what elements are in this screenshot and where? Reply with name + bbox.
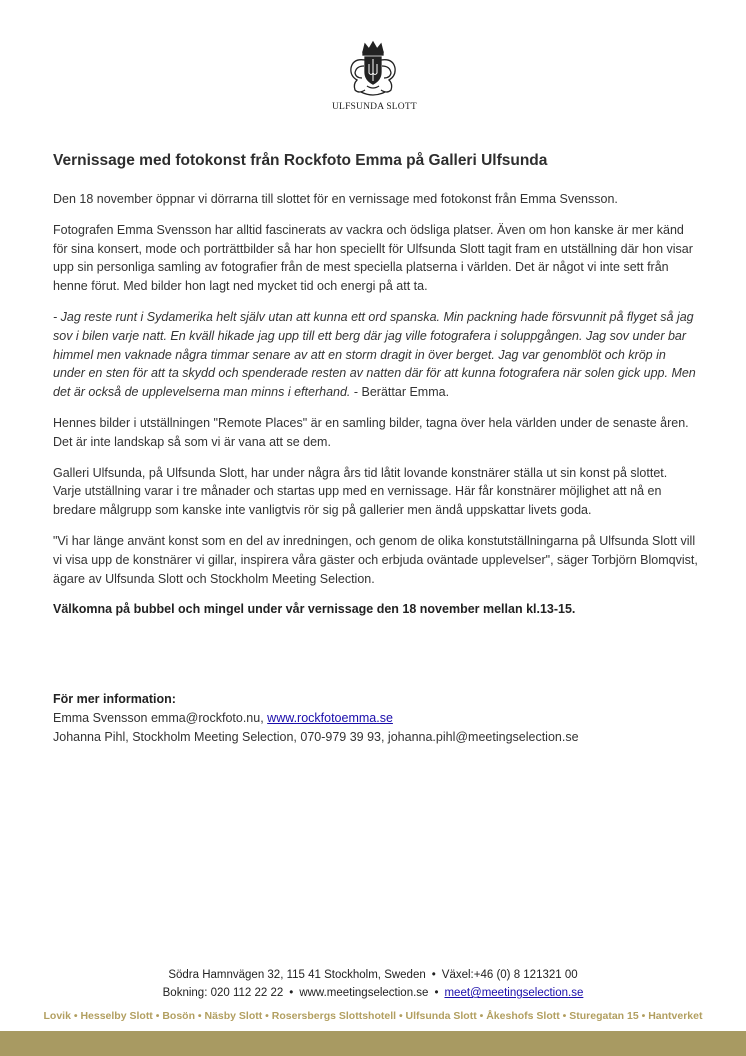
contact-emma: [53, 709, 698, 728]
footer-line-2: [0, 984, 746, 1002]
article: [53, 150, 698, 631]
footer-separator: •: [434, 987, 439, 999]
footer-address: Södra Hamnvägen 32, 115 41 Stockholm, Sweden: [168, 969, 426, 981]
contact-johanna: Johanna Pihl, Stockholm Meeting Selection, 070-979 39 93, johanna.pihl@meetingselection.se: [53, 729, 579, 744]
paragraph-gallery: Galleri Ulfsunda, på Ulfsunda Slott, har under några års tid låtit lovande konstnärer ställa ut sin konst på slottet. Varje utställning varar i tre månader och startas upp med en vernissage. Här får konstnärer möjlighet att nå en bredare målgrupp som kanske inte vanligtvis rör sig på gallerier men ändå uppskattar livets goda.: [53, 465, 668, 518]
footer-separator: •: [431, 969, 436, 981]
footer-separator: •: [289, 987, 294, 999]
invitation: Välkomna på bubbel och mingel under vår vernissage den 18 november mellan kl.13-15.: [53, 602, 576, 617]
paragraph-photographer: Fotografen Emma Svensson har alltid fascinerats av vackra och ödsliga platser. Även om hon kanske är mer känd för sina konsert, mode och porträttbilder så har hon speciellt för Ulfsunda Slott tagit fram en utställning där hon visar upp sin personliga samling av fotografier från de mest speciella platserna i världen. Det är något vi inte sett från henne förut. Med bilder hon lagt ned mycket tid och energi på att ta.: [53, 222, 693, 294]
rockfotoemma-link[interactable]: www.rockfotoemma.se: [267, 710, 393, 725]
paragraph-quote: [53, 308, 698, 402]
footer-website: www.meetingselection.se: [299, 987, 429, 999]
quote-attribution: - Berättar Emma.: [350, 385, 450, 400]
article-title: Vernissage med fotokonst från Rockfoto Emma på Galleri Ulfsunda: [53, 152, 548, 169]
footer-line-1: [0, 966, 746, 984]
paragraph-intro: Den 18 november öppnar vi dörrarna till slottet för en vernissage med fotokonst från Emma Svensson.: [53, 192, 618, 206]
contact-emma-text: Emma Svensson emma@rockfoto.nu,: [53, 710, 268, 725]
logo: [332, 40, 417, 112]
quote-text: - Jag reste runt i Sydamerika helt själv utan att kunna ett ord spanska. Min packning hade försvunnit på flyget så jag sov i bilen varje natt. En kväll hikade jag upp till ett berg där jag ville fotografera i soluppgången. Jag sov under bar himmel men vaknade några timmar senare av att en storm dragit in över berget. Jag var genomblöt och kröp in under en sten för att ta skydd och spenderade resten av natten där för att kunna fotografera när solen gick upp. Men det är också de upplevelserna man minns i efterhand.: [53, 309, 696, 400]
contact-info: [53, 690, 698, 746]
logo-name: ULFSUNDA SLOTT: [332, 102, 417, 112]
footer-email-link[interactable]: meet@meetingselection.se: [444, 987, 584, 999]
footer-booking: Bokning: 020 112 22 22: [162, 987, 284, 999]
footer: [0, 966, 746, 1002]
info-heading: För mer information:: [53, 692, 176, 706]
hotel-list: Lovik • Hesselby Slott • Bosön • Näsby Slott • Rosersbergs Slottshotell • Ulfsunda Slott • Åkeshofs Slott • Sturegatan 15 • Hantverket: [43, 1010, 703, 1022]
footer-bar: [0, 1031, 746, 1056]
paragraph-owner-quote: "Vi har länge använt konst som en del av inredningen, och genom de olika konstutställningarna på Ulfsunda Slott vill vi visa upp de konstnärer vi gillar, inspirera våra gäster och erbjuda oväntade upplevelser", säger Torbjörn Blomqvist, ägare av Ulfsunda Slott och Stockholm Meeting Selection.: [53, 533, 698, 586]
paragraph-exhibition: Hennes bilder i utställningen "Remote Places" är en samling bilder, tagna över hela världen under de senaste åren. Det är inte landskap så som vi är vana att se dem.: [53, 415, 689, 449]
crest-icon: [345, 40, 401, 100]
footer-phone: Växel:+46 (0) 8 121321 00: [441, 969, 578, 981]
